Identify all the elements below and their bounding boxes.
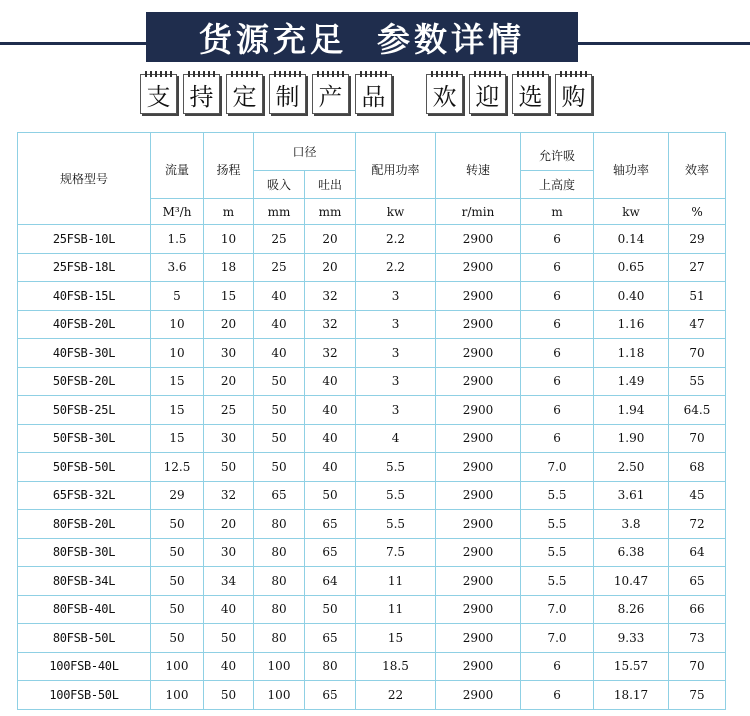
cell-shaft-power: 1.94 [594,396,669,425]
cell-inlet: 65 [254,481,305,510]
unit-suction: m [521,199,594,225]
cell-outlet: 65 [305,510,356,539]
cell-efficiency: 70 [669,424,726,453]
cell-efficiency: 64.5 [669,396,726,425]
cell-inlet: 80 [254,567,305,596]
cell-efficiency: 47 [669,310,726,339]
tagline-char: 持 [183,74,220,114]
cell-speed: 2900 [436,595,521,624]
cell-outlet: 40 [305,453,356,482]
cell-inlet: 50 [254,367,305,396]
cell-suction: 5.5 [521,538,594,567]
cell-model: 65FSB-32L [18,481,151,510]
cell-suction: 6 [521,652,594,681]
cell-suction: 6 [521,225,594,254]
unit-head: m [204,199,254,225]
header-head: 扬程 [204,133,254,199]
table-row [18,624,726,653]
cell-suction: 6 [521,339,594,368]
cell-flow: 50 [151,595,204,624]
table-row [18,225,726,254]
cell-model: 25FSB-18L [18,253,151,282]
title-banner [146,12,578,62]
cell-suction: 6 [521,310,594,339]
cell-flow: 10 [151,339,204,368]
cell-shaft-power: 3.61 [594,481,669,510]
cell-speed: 2900 [436,510,521,539]
cell-outlet: 65 [305,681,356,710]
cell-speed: 2900 [436,367,521,396]
cell-suction: 6 [521,253,594,282]
table-row [18,253,726,282]
cell-shaft-power: 0.40 [594,282,669,311]
cell-head: 20 [204,310,254,339]
cell-head: 20 [204,367,254,396]
cell-speed: 2900 [436,396,521,425]
cell-power: 11 [356,567,436,596]
cell-outlet: 80 [305,652,356,681]
cell-speed: 2900 [436,453,521,482]
cell-power: 4 [356,424,436,453]
cell-shaft-power: 18.17 [594,681,669,710]
cell-speed: 2900 [436,282,521,311]
cell-power: 2.2 [356,253,436,282]
table-row [18,424,726,453]
cell-flow: 12.5 [151,453,204,482]
cell-flow: 100 [151,681,204,710]
cell-shaft-power: 0.14 [594,225,669,254]
tagline-char: 购 [555,74,592,114]
table-row [18,339,726,368]
tagline-char: 制 [269,74,306,114]
cell-model: 50FSB-50L [18,453,151,482]
table-row [18,282,726,311]
cell-flow: 10 [151,310,204,339]
cell-efficiency: 64 [669,538,726,567]
cell-head: 30 [204,424,254,453]
cell-outlet: 20 [305,253,356,282]
cell-head: 30 [204,339,254,368]
cell-model: 100FSB-50L [18,681,151,710]
cell-shaft-power: 1.49 [594,367,669,396]
cell-inlet: 40 [254,310,305,339]
cell-head: 25 [204,396,254,425]
cell-power: 3 [356,396,436,425]
cell-shaft-power: 1.90 [594,424,669,453]
cell-speed: 2900 [436,424,521,453]
cell-model: 40FSB-20L [18,310,151,339]
cell-speed: 2900 [436,310,521,339]
cell-outlet: 40 [305,367,356,396]
cell-model: 80FSB-20L [18,510,151,539]
unit-inlet: mm [254,199,305,225]
cell-model: 50FSB-20L [18,367,151,396]
cell-shaft-power: 1.18 [594,339,669,368]
banner-title-right: 参数详情 [377,19,525,59]
cell-power: 15 [356,624,436,653]
cell-shaft-power: 0.65 [594,253,669,282]
table-row [18,453,726,482]
cell-head: 15 [204,282,254,311]
cell-flow: 15 [151,367,204,396]
header-efficiency: 效率 [669,133,726,199]
table-row [18,310,726,339]
cell-efficiency: 27 [669,253,726,282]
table-row [18,652,726,681]
cell-power: 3 [356,339,436,368]
cell-shaft-power: 2.50 [594,453,669,482]
spec-table-body [18,225,726,710]
cell-speed: 2900 [436,652,521,681]
cell-head: 32 [204,481,254,510]
cell-outlet: 40 [305,424,356,453]
header-suction-line2: 上高度 [521,171,594,199]
cell-suction: 6 [521,424,594,453]
cell-model: 40FSB-30L [18,339,151,368]
cell-power: 22 [356,681,436,710]
cell-efficiency: 65 [669,567,726,596]
cell-inlet: 80 [254,595,305,624]
cell-model: 80FSB-34L [18,567,151,596]
header-power: 配用功率 [356,133,436,199]
cell-power: 3 [356,282,436,311]
cell-outlet: 65 [305,538,356,567]
unit-outlet: mm [305,199,356,225]
cell-efficiency: 75 [669,681,726,710]
cell-model: 80FSB-50L [18,624,151,653]
banner-title-left: 货源充足 [199,19,347,59]
cell-flow: 15 [151,396,204,425]
header-speed: 转速 [436,133,521,199]
cell-suction: 7.0 [521,453,594,482]
cell-flow: 50 [151,510,204,539]
cell-model: 50FSB-25L [18,396,151,425]
cell-inlet: 80 [254,510,305,539]
tagline-group-custom [140,74,392,114]
cell-flow: 3.6 [151,253,204,282]
cell-outlet: 32 [305,339,356,368]
cell-power: 5.5 [356,510,436,539]
cell-head: 40 [204,595,254,624]
tagline-char: 支 [140,74,177,114]
cell-head: 34 [204,567,254,596]
cell-power: 3 [356,367,436,396]
cell-head: 50 [204,624,254,653]
cell-power: 5.5 [356,453,436,482]
cell-shaft-power: 10.47 [594,567,669,596]
cell-power: 11 [356,595,436,624]
cell-speed: 2900 [436,624,521,653]
cell-efficiency: 29 [669,225,726,254]
cell-shaft-power: 8.26 [594,595,669,624]
cell-model: 50FSB-30L [18,424,151,453]
cell-power: 18.5 [356,652,436,681]
cell-efficiency: 68 [669,453,726,482]
cell-inlet: 50 [254,453,305,482]
table-row [18,367,726,396]
cell-inlet: 50 [254,424,305,453]
cell-outlet: 65 [305,624,356,653]
cell-outlet: 32 [305,310,356,339]
cell-efficiency: 73 [669,624,726,653]
cell-model: 40FSB-15L [18,282,151,311]
tagline-char: 选 [512,74,549,114]
cell-shaft-power: 1.16 [594,310,669,339]
cell-speed: 2900 [436,538,521,567]
table-row [18,567,726,596]
cell-efficiency: 70 [669,652,726,681]
cell-flow: 100 [151,652,204,681]
tagline-char: 产 [312,74,349,114]
header-outlet: 吐出 [305,171,356,199]
cell-flow: 1.5 [151,225,204,254]
cell-flow: 50 [151,624,204,653]
cell-head: 30 [204,538,254,567]
cell-inlet: 40 [254,282,305,311]
unit-power: kw [356,199,436,225]
cell-speed: 2900 [436,339,521,368]
cell-inlet: 40 [254,339,305,368]
header-shaft-power: 轴功率 [594,133,669,199]
cell-head: 40 [204,652,254,681]
cell-shaft-power: 3.8 [594,510,669,539]
tagline-char: 品 [355,74,392,114]
cell-efficiency: 45 [669,481,726,510]
cell-efficiency: 66 [669,595,726,624]
cell-power: 2.2 [356,225,436,254]
unit-flow: M³/h [151,199,204,225]
cell-outlet: 20 [305,225,356,254]
header-flow: 流量 [151,133,204,199]
tagline [140,74,592,114]
cell-shaft-power: 9.33 [594,624,669,653]
cell-head: 50 [204,453,254,482]
table-row [18,481,726,510]
tagline-char: 迎 [469,74,506,114]
cell-power: 3 [356,310,436,339]
header-suction-line1: 允许吸 [521,133,594,171]
cell-flow: 50 [151,538,204,567]
table-row [18,510,726,539]
cell-head: 20 [204,510,254,539]
cell-inlet: 50 [254,396,305,425]
cell-outlet: 50 [305,595,356,624]
cell-inlet: 80 [254,538,305,567]
cell-speed: 2900 [436,481,521,510]
cell-suction: 6 [521,396,594,425]
cell-outlet: 40 [305,396,356,425]
cell-inlet: 100 [254,652,305,681]
unit-efficiency: % [669,199,726,225]
cell-suction: 6 [521,367,594,396]
cell-efficiency: 70 [669,339,726,368]
table-row [18,396,726,425]
cell-model: 100FSB-40L [18,652,151,681]
cell-flow: 15 [151,424,204,453]
table-row [18,538,726,567]
cell-outlet: 50 [305,481,356,510]
cell-suction: 6 [521,282,594,311]
cell-speed: 2900 [436,253,521,282]
cell-head: 50 [204,681,254,710]
cell-efficiency: 51 [669,282,726,311]
cell-inlet: 100 [254,681,305,710]
cell-power: 5.5 [356,481,436,510]
cell-head: 10 [204,225,254,254]
cell-head: 18 [204,253,254,282]
cell-outlet: 32 [305,282,356,311]
cell-speed: 2900 [436,225,521,254]
cell-model: 80FSB-40L [18,595,151,624]
cell-inlet: 25 [254,225,305,254]
cell-suction: 7.0 [521,624,594,653]
pump-spec-table [17,132,726,710]
tagline-char: 定 [226,74,263,114]
cell-efficiency: 72 [669,510,726,539]
cell-shaft-power: 15.57 [594,652,669,681]
unit-speed: r/min [436,199,521,225]
header-diameter: 口径 [254,133,356,171]
cell-model: 25FSB-10L [18,225,151,254]
cell-speed: 2900 [436,567,521,596]
cell-outlet: 64 [305,567,356,596]
cell-suction: 6 [521,681,594,710]
table-row [18,595,726,624]
cell-suction: 7.0 [521,595,594,624]
cell-speed: 2900 [436,681,521,710]
tagline-group-welcome [426,74,592,114]
table-row [18,681,726,710]
cell-suction: 5.5 [521,481,594,510]
header-model: 规格型号 [18,133,151,225]
cell-model: 80FSB-30L [18,538,151,567]
cell-shaft-power: 6.38 [594,538,669,567]
unit-shaft-power: kw [594,199,669,225]
cell-suction: 5.5 [521,567,594,596]
cell-power: 7.5 [356,538,436,567]
cell-flow: 29 [151,481,204,510]
cell-flow: 5 [151,282,204,311]
tagline-char: 欢 [426,74,463,114]
cell-efficiency: 55 [669,367,726,396]
cell-flow: 50 [151,567,204,596]
cell-inlet: 80 [254,624,305,653]
cell-suction: 5.5 [521,510,594,539]
cell-inlet: 25 [254,253,305,282]
header-inlet: 吸入 [254,171,305,199]
